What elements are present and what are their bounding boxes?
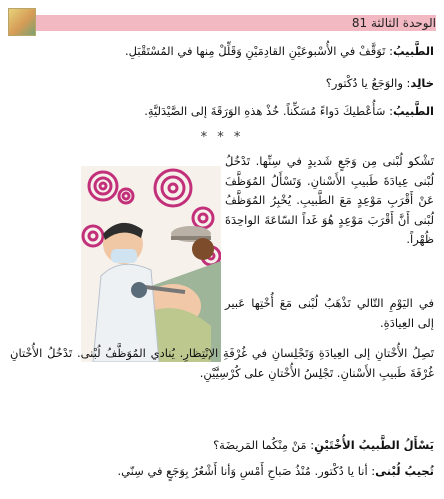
closing-line-1 [10,434,434,456]
unit-thumbnail-image [8,8,36,36]
closing-line-2 [10,460,434,482]
dialogue-text: : سَأُعْطيكَ دَواءً مُسَكِّناً. خُذْ هذهِ الوَرَقَةَ إلى الصَّيْدَليَّةِ. [144,104,393,118]
story-paragraph-1: تَشْكو لُبْنى مِن وَجَعٍ شَديدٍ في سِنِّها. تَدْخُلُ لُبْنى عِيادَةَ طَبيبِ الأَسْنانِ. وَتَسْأَلُ المُوَظَّفَ عَنْ أَقْرَبِ مَوْعِدٍ مَعَ الطَّبيبِ. يُخْبِرُ المُوَظَّفُ لُبْنى أَنَّ أَقْرَبَ مَوْعِدٍ هُوَ غَداً السّاعَةَ الواحِدَةَ ظُهْراً. [225,154,434,246]
speaker-label: تُجيبُ لُبْنى [375,464,434,478]
story-paragraph-2: في اليَوْمِ التّالي تَذْهَبُ لُبْنى مَعَ أُخْتِها عَبير إلى العِيادَةِ. [225,296,434,330]
unit-title: الوحدة الثالثة 81 [351,16,436,30]
story-paragraph-3: تَصِلُ الأُخْتانِ إلى العِيادَةِ وَتَجْلِسانِ في غُرْفَةِ الإنْتِظارِ. يُنادي المُوَظَّفُ لُبْنى. تَدْخُلُ الأُخْتانِ غُرْفَةَ طَبيبِ الأَسْنانِ. تَجْلِسُ الأُخْتانِ على كُرْسِيَّيْنِ. [10,346,434,380]
page-header [0,6,444,28]
dialogue-text: : مَنْ مِنْكُما المَريضَة؟ [213,438,315,452]
speaker-label: الطَّبيبُ [392,44,434,58]
dialogue-line-1 [14,40,434,62]
dialogue-text: : والوَجَعُ يا دُكْتور؟ [325,76,411,90]
speaker-label: يَسْأَلُ الطَّبيبُ الأُخْتَيْنِ [314,438,434,452]
dialogue-line-2 [14,72,434,94]
dialogue-text: : تَوَقَّفْ في الأُسْبوعَيْنِ القادِمَيْنِ وَقَلِّلْ مِنها في المُسْتَقْبَلِ. [124,44,393,58]
dialogue-text: : أنا يا دُكْتور. مُنْذُ صَباحِ أَمْسِ وَأنا أَشْعُرُ بِوَجَعٍ في سِنّي. [117,464,376,478]
speaker-label: خالِد [410,76,434,90]
speaker-label: الطَّبيبُ [392,104,434,118]
section-separator: * * * [200,130,244,145]
dialogue-line-3 [14,100,434,122]
dentist-illustration [81,166,221,362]
